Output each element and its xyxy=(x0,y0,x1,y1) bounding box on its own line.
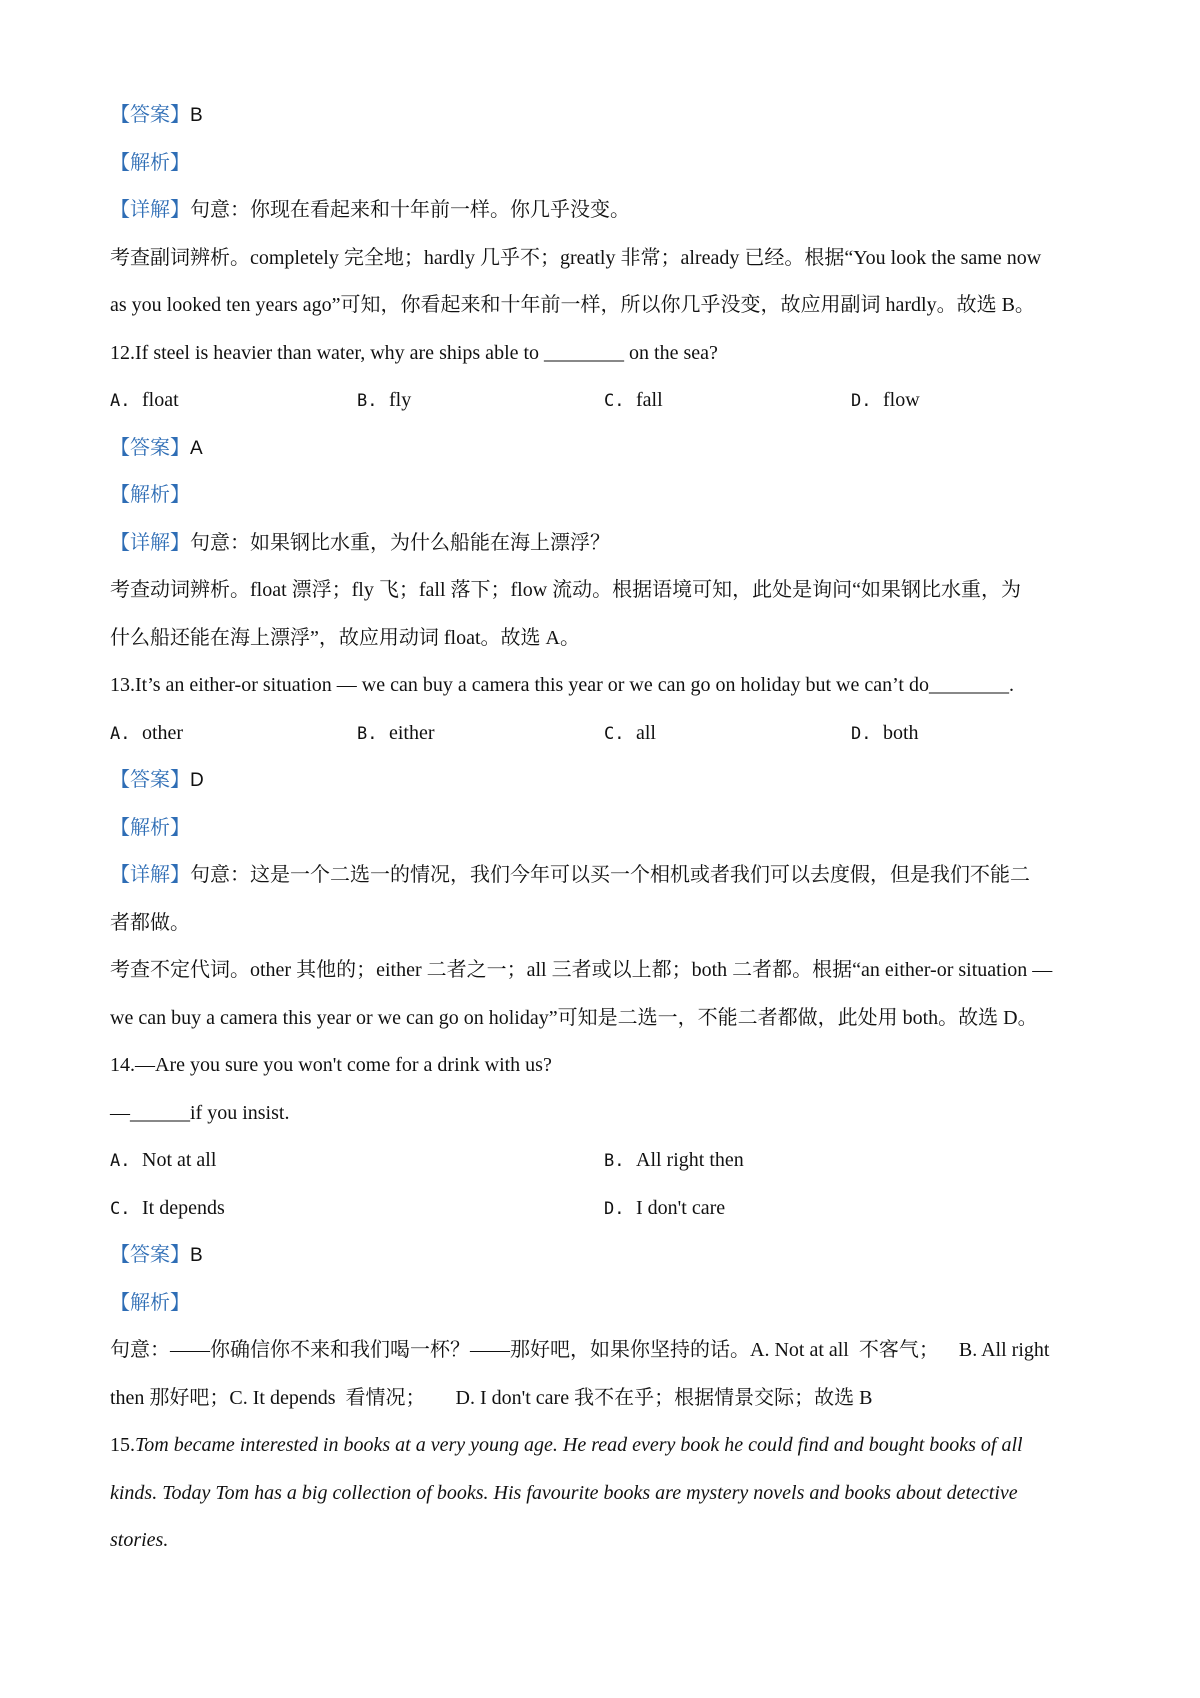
detail-text: 句意：这是一个二选一的情况，我们今年可以买一个相机或者我们可以去度假，但是我们不能二 xyxy=(190,864,1030,886)
options-row xyxy=(110,1137,1100,1185)
answer-label: 【答案】 xyxy=(110,436,190,459)
detail-line xyxy=(110,852,1100,900)
question-stem-response: —______if you insist. xyxy=(110,1101,290,1124)
detail-text: 句意：你现在看起来和十年前一样。你几乎没变。 xyxy=(190,199,630,221)
explanation-line: 考查动词辨析。float 漂浮；fly 飞；fall 落下；flow 流动。根据语境可知，此处是询问“如果钢比水重，为 xyxy=(110,579,1022,601)
option-d: D. I don't care xyxy=(604,1196,726,1219)
analysis-line xyxy=(110,805,1100,853)
answer-line xyxy=(110,757,1100,805)
analysis-label: 【解析】 xyxy=(110,816,190,839)
analysis-label: 【解析】 xyxy=(110,1291,190,1314)
option-d: D. flow xyxy=(851,389,920,411)
explanation-line: 句意：——你确信你不来和我们喝一杯？——那好吧，如果你坚持的话。A. Not at all 不客气； B. All right xyxy=(110,1339,1050,1361)
passage-line: kinds. Today Tom has a big collection of books. His favourite books are mystery novels and books about detective xyxy=(110,1481,1018,1504)
detail-label: 【详解】 xyxy=(110,531,190,554)
detail-label: 【详解】 xyxy=(110,199,190,221)
option-c: C. fall xyxy=(604,389,663,411)
detail-line xyxy=(110,520,1100,568)
question-stem: 14.—Are you sure you won't come for a drink with us? xyxy=(110,1054,552,1076)
answer-line xyxy=(110,425,1100,473)
option-b: B. fly xyxy=(357,389,412,411)
answer-value: A xyxy=(190,437,203,459)
passage-line xyxy=(110,1422,1100,1470)
option-b: B. either xyxy=(357,721,435,744)
question-stem: 13.It’s an either-or situation — we can buy a camera this year or we can go on holiday but we can’t do________. xyxy=(110,674,1014,696)
analysis-line xyxy=(110,140,1100,188)
option-a: A. Not at all xyxy=(110,1149,217,1171)
answer-value: B xyxy=(190,105,203,126)
answer-line xyxy=(110,92,1100,140)
detail-label: 【详解】 xyxy=(110,864,190,886)
analysis-label: 【解析】 xyxy=(110,151,190,174)
option-a: A. other xyxy=(110,721,184,744)
option-c: C. It depends xyxy=(110,1196,225,1219)
question-stem: 12.If steel is heavier than water, why are ships able to ________ on the sea? xyxy=(110,341,718,364)
option-a: A. float xyxy=(110,389,179,411)
passage-line: stories. xyxy=(110,1529,169,1551)
options-row xyxy=(110,1185,1100,1233)
answer-label: 【答案】 xyxy=(110,104,190,126)
option-b: B. All right then xyxy=(604,1149,744,1171)
answer-value: B xyxy=(190,1245,203,1266)
passage-text: Tom became interested in books at a very young age. He read every book he could find and bought books of all xyxy=(135,1434,1023,1456)
detail-line xyxy=(110,187,1100,235)
analysis-line xyxy=(110,1280,1100,1328)
explanation-line: as you looked ten years ago”可知，你看起来和十年前一样，所以你几乎没变，故应用副词 hardly。故选 B。 xyxy=(110,294,1035,316)
explanation-line: 考查不定代词。other 其他的；either 二者之一；all 三者或以上都；both 二者都。根据“an either-or situation — xyxy=(110,959,1053,981)
detail-continuation: 者都做。 xyxy=(110,911,190,934)
answer-value: D xyxy=(190,770,204,791)
detail-text: 句意：如果钢比水重，为什么船能在海上漂浮？ xyxy=(190,531,610,554)
explanation-line: we can buy a camera this year or we can go on holiday”可知是二选一，不能二者都做，此处用 both。故选 D。 xyxy=(110,1006,1038,1029)
answer-line xyxy=(110,1232,1100,1280)
options-row xyxy=(110,377,1100,425)
answer-label: 【答案】 xyxy=(110,769,190,791)
analysis-line xyxy=(110,472,1100,520)
answer-label: 【答案】 xyxy=(110,1244,190,1266)
document-page xyxy=(110,92,1100,1565)
explanation-line: 考查副词辨析。completely 完全地；hardly 几乎不；greatly 非常；already 已经。根据“You look the same now xyxy=(110,246,1042,269)
option-c: C. all xyxy=(604,721,656,744)
explanation-line: 什么船还能在海上漂浮”，故应用动词 float。故选 A。 xyxy=(110,626,580,649)
explanation-line: then 那好吧；C. It depends 看情况； D. I don't care 我不在乎；根据情景交际；故选 B xyxy=(110,1386,873,1409)
option-d: D. both xyxy=(851,721,919,744)
analysis-label: 【解析】 xyxy=(110,484,190,506)
options-row xyxy=(110,710,1100,758)
question-number: 15. xyxy=(110,1434,135,1456)
